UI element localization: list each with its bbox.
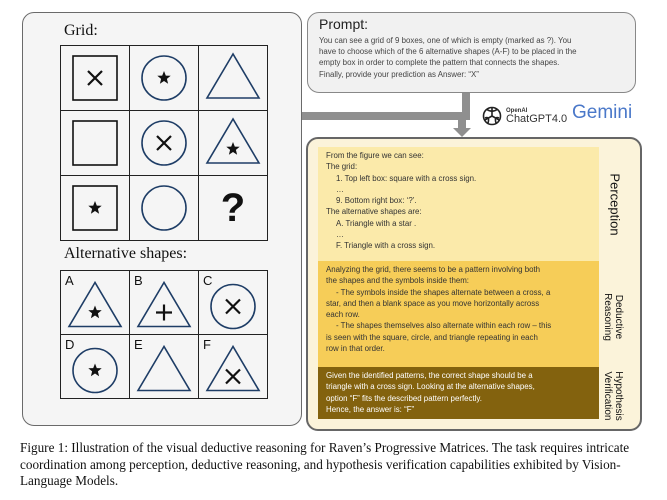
- perception-text: [318, 147, 599, 261]
- alternative-option: [199, 335, 268, 399]
- grid-cell: [61, 111, 130, 176]
- perception-line: The alternative shapes are:: [326, 207, 422, 217]
- deductive-label: [602, 272, 624, 362]
- option-letter: B: [134, 273, 143, 288]
- cell-figure: [130, 176, 198, 240]
- hypothesis-line: Given the identified patterns, the correct shape should be a: [326, 371, 533, 380]
- hypothesis-label-line: Verification: [602, 371, 613, 421]
- perception-line: A. Triangle with a star .: [336, 218, 417, 228]
- cell-figure: [130, 335, 198, 398]
- arrow-vertical-prompt: [462, 91, 470, 120]
- hypothesis-line: triangle with a cross sign. Looking at the alternative shapes,: [326, 382, 535, 392]
- arrow-head: [453, 128, 471, 137]
- deductive-label-line: Reasoning: [602, 293, 613, 341]
- arrow-vertical-down: [458, 116, 466, 130]
- star-symbol: [88, 201, 101, 214]
- alternatives-row: [61, 335, 268, 399]
- grid-row: [61, 46, 268, 111]
- option-letter: E: [134, 337, 143, 352]
- perception-line: 9. Bottom right box: ‘?’.: [336, 196, 417, 206]
- cell-figure: [130, 111, 198, 175]
- grid-cell: [199, 46, 268, 111]
- grid-cell: [61, 46, 130, 111]
- hypothesis-line: Hence, the answer is: “F”: [326, 404, 415, 414]
- circle-shape: [142, 186, 186, 230]
- star-symbol: [157, 71, 170, 84]
- hypothesis-line: option “F” fits the described pattern perfectly.: [326, 393, 482, 403]
- chatgpt-logo: [481, 105, 567, 127]
- hypothesis-text: [318, 367, 599, 419]
- grid-cell: [199, 176, 268, 241]
- deductive-line: the shapes and the symbols inside them:: [326, 276, 469, 286]
- alternatives-grid: [60, 270, 268, 399]
- star-symbol: [88, 306, 101, 319]
- missing-cell-marker: ?: [220, 185, 246, 230]
- prompt-line: have to choose which of the 6 alternative shapes (A-F) to be placed in the: [319, 47, 577, 57]
- grid-cell: [130, 111, 199, 176]
- triangle-shape: [207, 119, 259, 163]
- arrow-horizontal: [300, 112, 466, 120]
- option-letter: D: [65, 337, 75, 352]
- perception-line: 1. Top left box: square with a cross sign.: [336, 173, 477, 183]
- perception-line: …: [336, 184, 344, 194]
- perception-label: Perception: [607, 173, 623, 236]
- option-letter: A: [65, 273, 74, 288]
- hypothesis-label: [602, 351, 624, 441]
- figure-caption: Figure 1: Illustration of the visual deductive reasoning for Raven’s Progressive Matrices. The task requires intricate coordination among perception, deductive reasoning, and hypothesis verification capabilities exhibited by Vision-Language Models.: [20, 440, 630, 488]
- triangle-shape: [138, 347, 190, 391]
- deductive-line: - The symbols inside the shapes alternate between a cross, a: [336, 287, 551, 297]
- prompt-line: empty box in order to complete the pattern that connects the shapes.: [319, 58, 560, 68]
- deductive-label-line: Deductive: [613, 294, 624, 340]
- option-letter: F: [203, 337, 211, 352]
- deductive-line: star, and then a blank space as you move horizontally across: [326, 298, 540, 308]
- prompt-line: You can see a grid of 9 boxes, one of which is empty (marked as ?). You: [319, 36, 572, 45]
- prompt-title: Prompt:: [319, 16, 369, 32]
- alternative-option: [130, 335, 199, 399]
- cell-figure: [130, 46, 198, 110]
- cross-symbol: [226, 300, 240, 314]
- cross-symbol: [157, 136, 171, 150]
- grid-cell: [199, 111, 268, 176]
- grid-row: [61, 111, 268, 176]
- cell-figure: [199, 46, 267, 110]
- triangle-shape: [207, 347, 259, 391]
- chatgpt-wordmark: ChatGPT4.0: [506, 112, 568, 125]
- grid-cell: [130, 46, 199, 111]
- grid-row: [61, 176, 268, 241]
- deductive-line: is seen with the square, circle, and triangle repeating in each: [326, 332, 538, 342]
- grid-cell: [61, 176, 130, 241]
- prompt-line: Finally, provide your prediction as Answer: “X”: [319, 69, 479, 79]
- cross-symbol: [88, 71, 102, 85]
- alternatives-row: [61, 271, 268, 335]
- perception-line: F. Triangle with a cross sign.: [336, 241, 436, 251]
- cell-figure: [199, 271, 267, 334]
- cell-figure: [61, 46, 129, 110]
- option-letter: C: [203, 273, 213, 288]
- cell-figure: [61, 335, 129, 398]
- hypothesis-label-line: Hypothesis: [613, 371, 624, 421]
- perception-line: …: [336, 230, 344, 240]
- deductive-text: [318, 261, 599, 367]
- plus-symbol: [156, 305, 172, 321]
- cell-figure: [61, 176, 129, 240]
- cell-figure: [199, 111, 267, 175]
- triangle-shape: [69, 283, 121, 327]
- openai-wordmark: OpenAI: [506, 107, 528, 114]
- prompt-text: [319, 35, 631, 80]
- cell-figure: [61, 111, 129, 175]
- cell-figure: [61, 271, 129, 334]
- square-shape: [73, 121, 117, 165]
- alternative-option: [199, 271, 268, 335]
- deductive-line: each row.: [326, 310, 360, 320]
- star-symbol: [226, 142, 239, 155]
- alternatives-label: Alternative shapes:: [64, 245, 188, 262]
- alternative-option: [130, 271, 199, 335]
- grid-cell: [130, 176, 199, 241]
- star-symbol: [88, 364, 101, 377]
- deductive-line: Analyzing the grid, there seems to be a pattern involving both: [326, 265, 541, 274]
- perception-line: From the figure we can see:: [326, 151, 424, 160]
- perception-line: The grid:: [326, 162, 358, 172]
- chatgpt-text: [506, 108, 567, 125]
- grid-label: Grid:: [64, 22, 98, 39]
- alternative-option: [61, 335, 130, 399]
- deductive-line: - The shapes themselves also alternate within each row – this: [336, 321, 552, 331]
- cell-figure: [130, 271, 198, 334]
- cell-figure: [199, 335, 267, 398]
- triangle-shape: [207, 54, 259, 98]
- openai-icon: [481, 105, 503, 127]
- alternative-option: [61, 271, 130, 335]
- gemini-logo: Gemini: [572, 102, 633, 123]
- cross-symbol: [226, 370, 240, 384]
- puzzle-grid: [60, 45, 268, 241]
- deductive-line: row in that order.: [326, 344, 385, 354]
